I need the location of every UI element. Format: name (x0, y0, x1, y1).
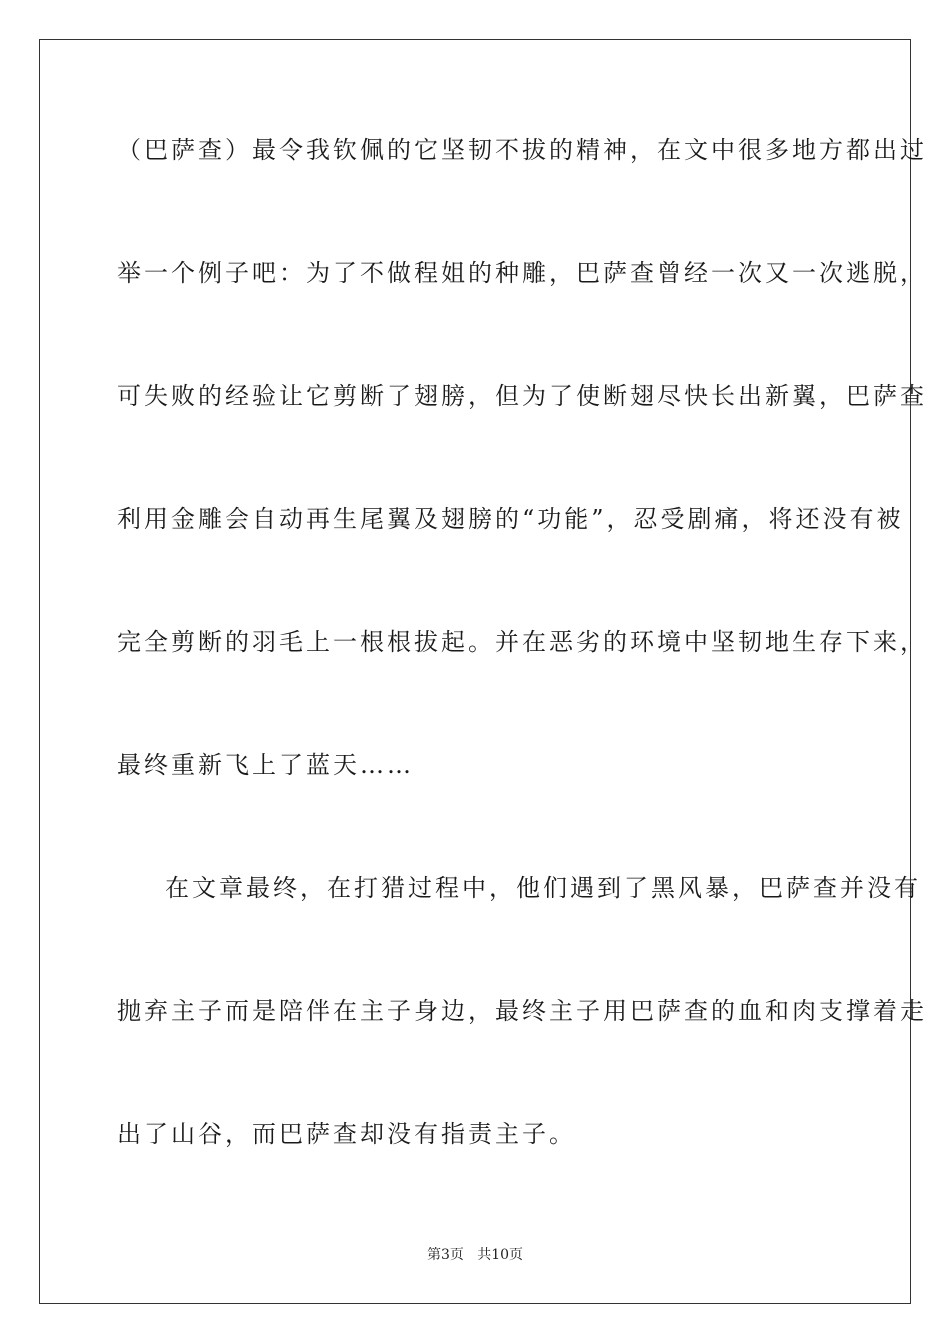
text-line-5: 完全剪断的羽毛上一根根拔起。并在恶劣的环境中坚韧地生存下来， (117, 628, 927, 656)
text-line-2: 举一个例子吧：为了不做程姐的种雕，巴萨查曾经一次又一次逃脱， (117, 259, 927, 287)
text-line-3: 可失败的经验让它剪断了翅膀，但为了使断翅尽快长出新翼，巴萨查 (117, 382, 927, 410)
text-line-7: 在文章最终，在打猎过程中，他们遇到了黑风暴，巴萨查并没有 (165, 874, 921, 902)
page-footer (0, 1246, 950, 1264)
text-line-6: 最终重新飞上了蓝天…… (117, 751, 414, 779)
page-border (39, 39, 927, 1304)
text-line-4: 利用金雕会自动再生尾翼及翅膀的“功能”，忍受剧痛，将还没有被 (117, 505, 904, 533)
page-number: 第3页 共10页 (426, 1247, 524, 1263)
text-line-8: 抛弃主子而是陪伴在主子身边，最终主子用巴萨查的血和肉支撑着走 (117, 997, 927, 1025)
text-line-9: 出了山谷，而巴萨查却没有指责主子。 (117, 1120, 576, 1148)
text-line-1: （巴萨查）最令我钦佩的它坚韧不拔的精神，在文中很多地方都出过 (117, 136, 927, 164)
